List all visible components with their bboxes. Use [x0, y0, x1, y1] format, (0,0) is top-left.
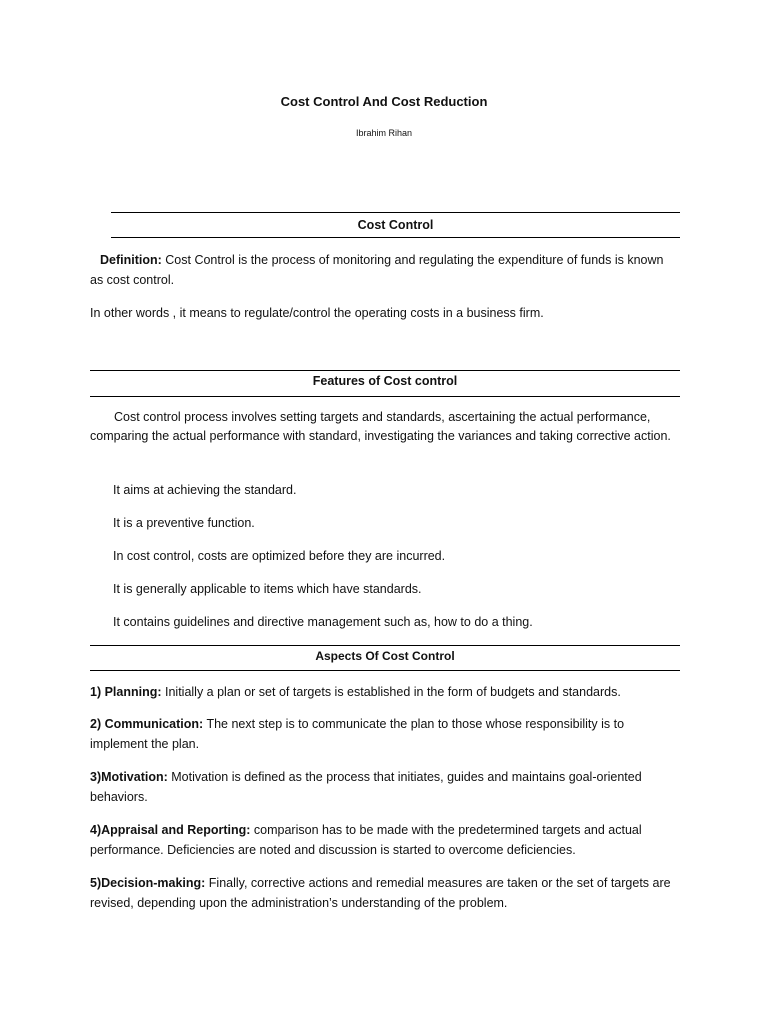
aspect-text: Finally, corrective actions and remedial measures are taken or the set of targets are revised, depending upon the administration’s understanding of the problem.: [90, 876, 671, 910]
feature-point: It aims at achieving the standard.: [113, 483, 297, 497]
aspect-item: [90, 820, 680, 860]
definition-text: Cost Control is the process of monitoring and regulating the expenditure of funds is known as cost control.: [90, 253, 664, 287]
section-rule-bottom: [90, 670, 680, 671]
definition-paragraph: [90, 250, 680, 290]
section-heading-features: Features of Cost control: [312, 374, 458, 388]
features-intro-paragraph: [90, 408, 680, 446]
aspect-label: 4)Appraisal and Reporting:: [90, 823, 251, 837]
aspect-label: 2) Communication:: [90, 717, 204, 731]
aspect-text: comparison has to be made with the predetermined targets and actual performance. Deficiencies are noted and discussion is started to overcome deficiencies.: [90, 823, 642, 857]
section-rule-bottom: [111, 237, 680, 238]
section-heading-cost-control: Cost Control: [357, 218, 434, 232]
definition-label: Definition:: [100, 253, 162, 267]
aspect-label: 5)Decision-making:: [90, 876, 206, 890]
aspect-text: The next step is to communicate the plan to those whose responsibility is to implement the plan.: [90, 717, 625, 751]
aspect-text: Initially a plan or set of targets is established in the form of budgets and standards.: [161, 685, 621, 699]
features-intro-text: Cost control process involves setting targets and standards, ascertaining the actual performance, comparing the actual performance with standard, investigating the variances and taking corrective action.: [90, 410, 671, 443]
feature-point: It contains guidelines and directive management such as, how to do a thing.: [113, 615, 533, 629]
aspect-item: [90, 714, 680, 754]
document-author: Ibrahim Rihan: [355, 128, 413, 138]
feature-point: It is a preventive function.: [113, 516, 255, 530]
section-rule-top: [111, 212, 680, 213]
feature-point: In cost control, costs are optimized before they are incurred.: [113, 549, 446, 563]
document-title: Cost Control And Cost Reduction: [280, 94, 488, 109]
aspect-item: [90, 767, 680, 807]
aspect-label: 1) Planning:: [90, 685, 162, 699]
aspect-item: [90, 873, 680, 913]
feature-point: It is generally applicable to items which have standards.: [113, 582, 422, 596]
aspect-item: [90, 682, 680, 702]
section-rule-bottom: [90, 396, 680, 397]
aspect-label: 3)Motivation:: [90, 770, 168, 784]
section-heading-aspects: Aspects Of Cost Control: [315, 649, 455, 663]
other-words-paragraph: In other words , it means to regulate/control the operating costs in a business firm.: [90, 306, 544, 320]
section-rule-top: [90, 645, 680, 646]
aspect-text: Motivation is defined as the process that initiates, guides and maintains goal-oriented behaviors.: [90, 770, 642, 804]
section-rule-top: [90, 370, 680, 371]
